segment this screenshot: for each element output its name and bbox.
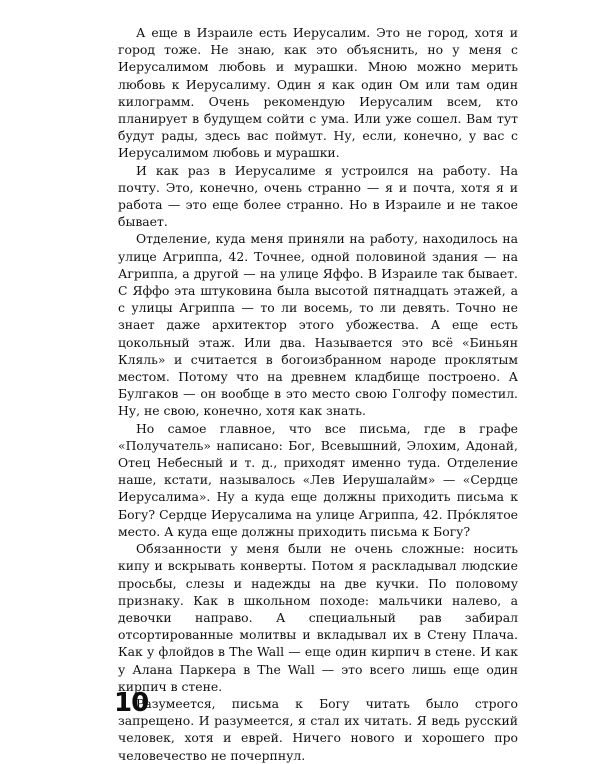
paragraph-6: Разумеется, письма к Богу читать было строго запрещено. И разумеется, я стал их читать. Я ведь русский человек, хотя и еврей. Ничего нового и хорошего про человечество не почерпнул. xyxy=(118,695,518,763)
paragraph-2: И как раз в Иерусалиме я устроился на работу. На почту. Это, конечно, очень странно — я и почта, хотя я и работа — это еще более странно. Но в Израиле и не такое бывает. xyxy=(118,162,518,230)
page-number: 10 xyxy=(114,688,149,718)
body-text xyxy=(118,24,518,764)
paragraph-4: Но самое главное, что все письма, где в графе «Получатель» написано: Бог, Всевышний, Элохим, Адонай, Отец Небесный и т. д., приходят именно туда. Отделение наше, кстати, называлось «Лев Иерушалайм» — «Сердце Иерусалима». Ну а куда еще должны приходить письма к Богу? Сердце Иерусалима на улице Агриппа, 42. Прóклятое место. А куда еще должны приходить письма к Богу? xyxy=(118,420,518,539)
paragraph-5: Обязанности у меня были не очень сложные: носить кипу и вскрывать конверты. Потом я раскладывал людские просьбы, слезы и надежды на две кучки. По половому признаку. Как в школьном походе: мальчики налево, а девочки направо. А специальный рав забирал отсортированные молитвы и вкладывал их в Стену Плача. Как у флойдов в The Wall — еще один кирпич в стене. И как у Алана Паркера в The Wall — это всего лишь еще один кирпич в стене. xyxy=(118,541,518,694)
paragraph-3: Отделение, куда меня приняли на работу, находилось на улице Агриппа, 42. Точнее, одной половиной здания — на Агриппа, а другой — на улице Яффо. В Израиле так бывает. С Яффо эта штуковина была высотой пятнадцать этажей, а с улицы Агриппа — то ли восемь, то ли девять. Точно не знает даже архитектор этого убожества. А еще есть цокольный этаж. Или два. Называется это всё «Биньян Кляль» и считается в богоизбранном народе проклятым местом. Потому что на древнем кладбище построено. А Булгаков — он вообще в это место свою Голгофу поместил. Ну, не свою, конечно, хотя как знать. xyxy=(118,231,518,419)
paragraph-1: А еще в Израиле есть Иерусалим. Это не город, хотя и город тоже. Не знаю, как это объяснить, но у меня с Иерусалимом любовь и мурашки. Мною можно мерить любовь к Иерусалиму. Один я как один Ом или там один килограмм. Очень рекомендую Иерусалим всем, кто планирует в будущем сойти с ума. Или уже сошел. Вам тут будут рады, здесь вас поймут. Ну, если, конечно, у вас с Иерусалимом любовь и мурашки. xyxy=(118,25,518,161)
